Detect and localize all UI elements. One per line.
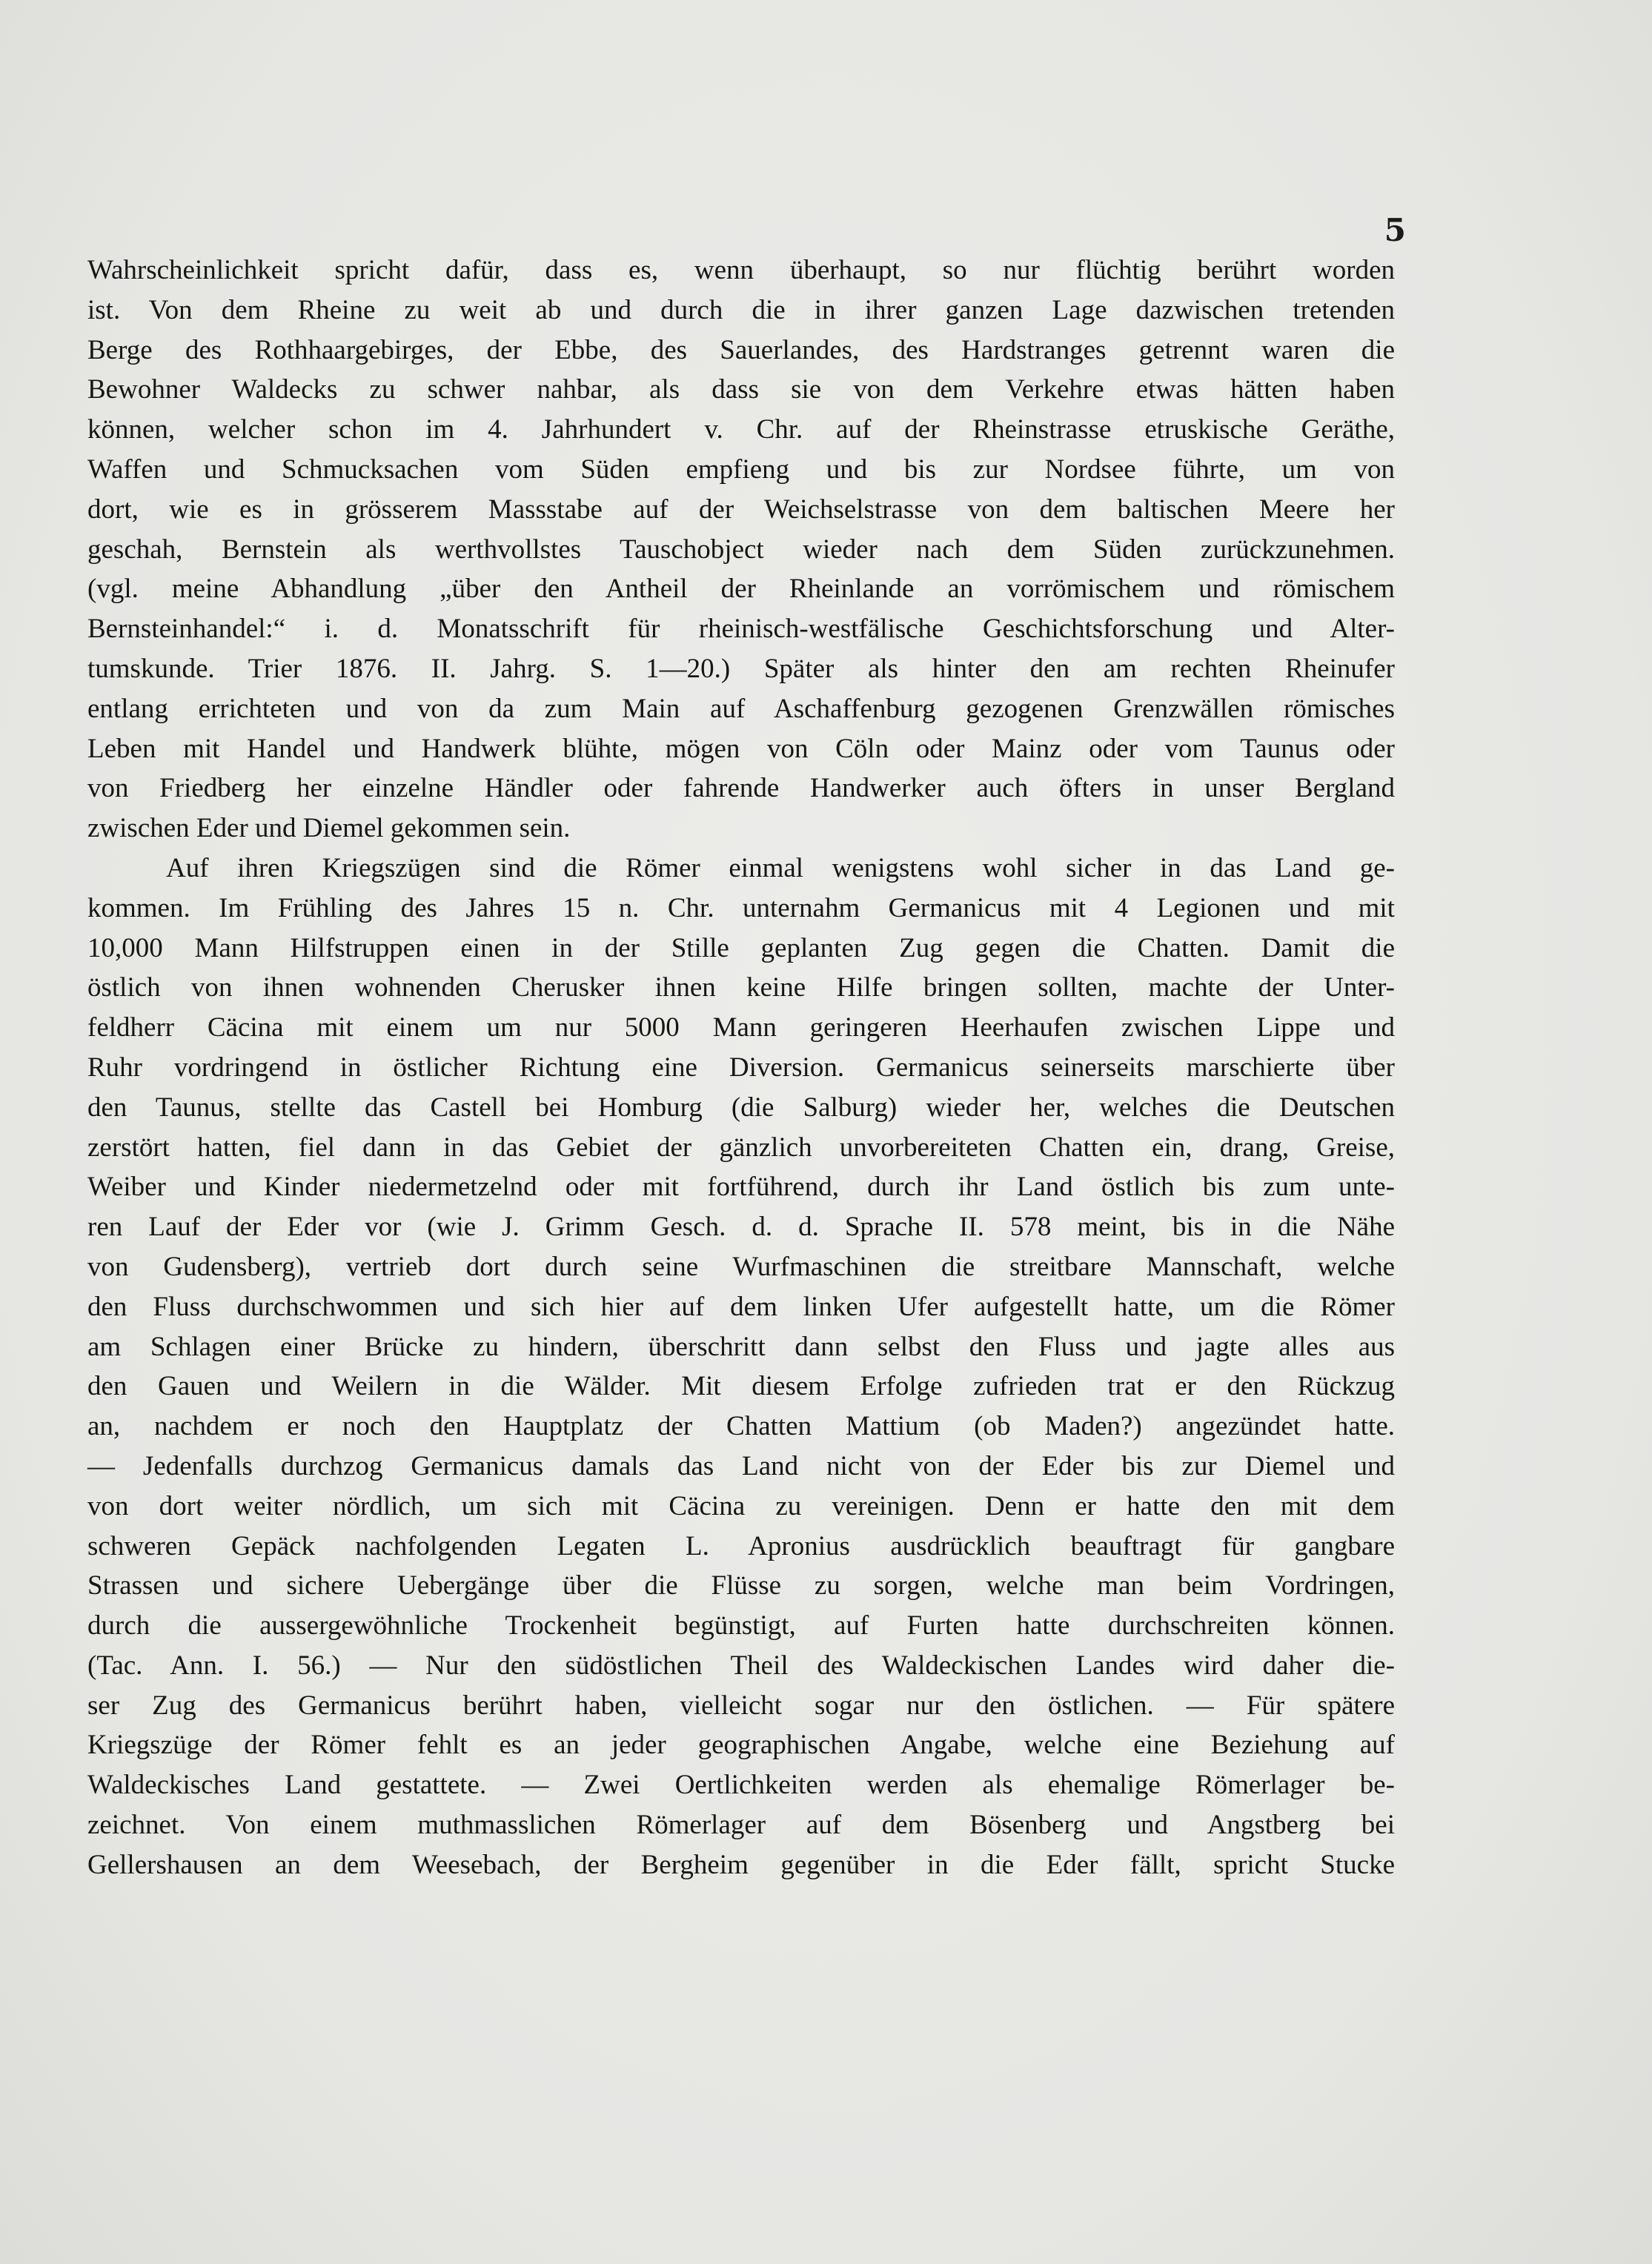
- text-line: zerstört hatten, fiel dann in das Gebiet der gänzlich unvorbereiteten Chatten ein, drang, Greise,: [87, 1132, 1395, 1163]
- text-line: am Schlagen einer Brücke zu hindern, überschritt dann selbst den Fluss und jagte alles aus: [87, 1331, 1395, 1362]
- text-line: Wahrscheinlichkeit spricht dafür, dass es, wenn überhaupt, so nur flüchtig berührt worden: [87, 255, 1395, 285]
- text-line: Leben mit Handel und Handwerk blühte, mögen von Cöln oder Mainz oder vom Taunus oder: [87, 733, 1395, 764]
- text-line: Ruhr vordringend in östlicher Richtung eine Diversion. Germanicus seinerseits marschierte über: [87, 1052, 1395, 1083]
- text-line: (Tac. Ann. I. 56.) — Nur den südöstlichen Theil des Waldeckischen Landes wird daher die-: [87, 1650, 1395, 1681]
- text-line: von dort weiter nördlich, um sich mit Cäcina zu vereinigen. Denn er hatte den mit dem: [87, 1490, 1395, 1521]
- page-number: 5: [1384, 212, 1406, 248]
- text-line: geschah, Bernstein als werthvollstes Tauschobject wieder nach dem Süden zurückzunehmen.: [87, 534, 1395, 565]
- text-line: tumskunde. Trier 1876. II. Jahrg. S. 1—20.) Später als hinter den am rechten Rheinufer: [87, 653, 1395, 684]
- text-line: Waffen und Schmucksachen vom Süden empfieng und bis zur Nordsee führte, um von: [87, 454, 1395, 485]
- paragraph-1: [87, 250, 1395, 849]
- text-line: den Gauen und Weilern in die Wälder. Mit diesem Erfolge zufrieden trat er den Rückzug: [87, 1371, 1395, 1402]
- body-text: [87, 250, 1395, 1885]
- text-line: 10,000 Mann Hilfstruppen einen in der Stille geplanten Zug gegen die Chatten. Damit die: [87, 932, 1395, 963]
- text-line: östlich von ihnen wohnenden Cherusker ihnen keine Hilfe bringen sollten, machte der Unter-: [87, 972, 1395, 1003]
- text-line: können, welcher schon im 4. Jahrhundert v. Chr. auf der Rheinstrasse etruskische Geräthe,: [87, 414, 1395, 445]
- text-line: zeichnet. Von einem muthmasslichen Römerlager auf dem Bösenberg und Angstberg bei: [87, 1810, 1395, 1841]
- paragraph-2: [87, 849, 1395, 1885]
- text-line: den Fluss durchschwommen und sich hier auf dem linken Ufer aufgestellt hatte, um die Römer: [87, 1291, 1395, 1322]
- text-line: Waldeckisches Land gestattete. — Zwei Oertlichkeiten werden als ehemalige Römerlager be-: [87, 1770, 1395, 1801]
- text-line: Bewohner Waldecks zu schwer nahbar, als dass sie von dem Verkehre etwas hätten haben: [87, 374, 1395, 405]
- text-line: Berge des Rothhaargebirges, der Ebbe, des Sauerlandes, des Hardstranges getrennt waren die: [87, 334, 1395, 365]
- text-line: (vgl. meine Abhandlung „über den Antheil der Rheinlande an vorrömischem und römischem: [87, 574, 1395, 605]
- text-line: Auf ihren Kriegszügen sind die Römer einmal wenigstens wohl sicher in das Land ge-: [166, 852, 1395, 883]
- text-line: feldherr Cäcina mit einem um nur 5000 Mann geringeren Heerhaufen zwischen Lippe und: [87, 1012, 1395, 1043]
- text-line: Kriegszüge der Römer fehlt es an jeder geographischen Angabe, welche eine Beziehung auf: [87, 1730, 1395, 1761]
- text-line: kommen. Im Frühling des Jahres 15 n. Chr. unternahm Germanicus mit 4 Legionen und mit: [87, 892, 1395, 923]
- text-line: schweren Gepäck nachfolgenden Legaten L. Apronius ausdrücklich beauftragt für gangbare: [87, 1530, 1395, 1561]
- text-line: Gellershausen an dem Weesebach, der Bergheim gegenüber in die Eder fällt, spricht Stucke: [87, 1849, 1395, 1880]
- text-line: an, nachdem er noch den Hauptplatz der Chatten Mattium (ob Maden?) angezündet hatte.: [87, 1411, 1395, 1442]
- text-line: ser Zug des Germanicus berührt haben, vielleicht sogar nur den östlichen. — Für spätere: [87, 1690, 1395, 1721]
- text-line: den Taunus, stellte das Castell bei Homburg (die Salburg) wieder her, welches die Deutschen: [87, 1092, 1395, 1123]
- text-line: dort, wie es in grösserem Massstabe auf der Weichselstrasse von dem baltischen Meere her: [87, 494, 1395, 525]
- text-line: entlang errichteten und von da zum Main auf Aschaffenburg gezogenen Grenzwällen römisches: [87, 693, 1395, 724]
- text-line: Weiber und Kinder niedermetzelnd oder mit fortführend, durch ihr Land östlich bis zum unte-: [87, 1172, 1395, 1203]
- text-line: ren Lauf der Eder vor (wie J. Grimm Gesch. d. d. Sprache II. 578 meint, bis in die Nähe: [87, 1212, 1395, 1243]
- text-line: von Gudensberg), vertrieb dort durch seine Wurfmaschinen die streitbare Mannschaft, welche: [87, 1251, 1395, 1282]
- text-line: Bernsteinhandel:“ i. d. Monatsschrift für rheinisch-westfälische Geschichtsforschung und Alter-: [87, 614, 1395, 645]
- text-line: ist. Von dem Rheine zu weit ab und durch die in ihrer ganzen Lage dazwischen tretenden: [87, 294, 1395, 325]
- text-line: Strassen und sichere Uebergänge über die Flüsse zu sorgen, welche man beim Vordringen,: [87, 1570, 1395, 1601]
- text-line: zwischen Eder und Diemel gekommen sein.: [87, 813, 571, 844]
- text-line: — Jedenfalls durchzog Germanicus damals das Land nicht von der Eder bis zur Diemel und: [87, 1450, 1395, 1481]
- text-line: durch die aussergewöhnliche Trockenheit begünstigt, auf Furten hatte durchschreiten können.: [87, 1610, 1395, 1641]
- text-line: von Friedberg her einzelne Händler oder fahrende Handwerker auch öfters in unser Bergland: [87, 773, 1395, 804]
